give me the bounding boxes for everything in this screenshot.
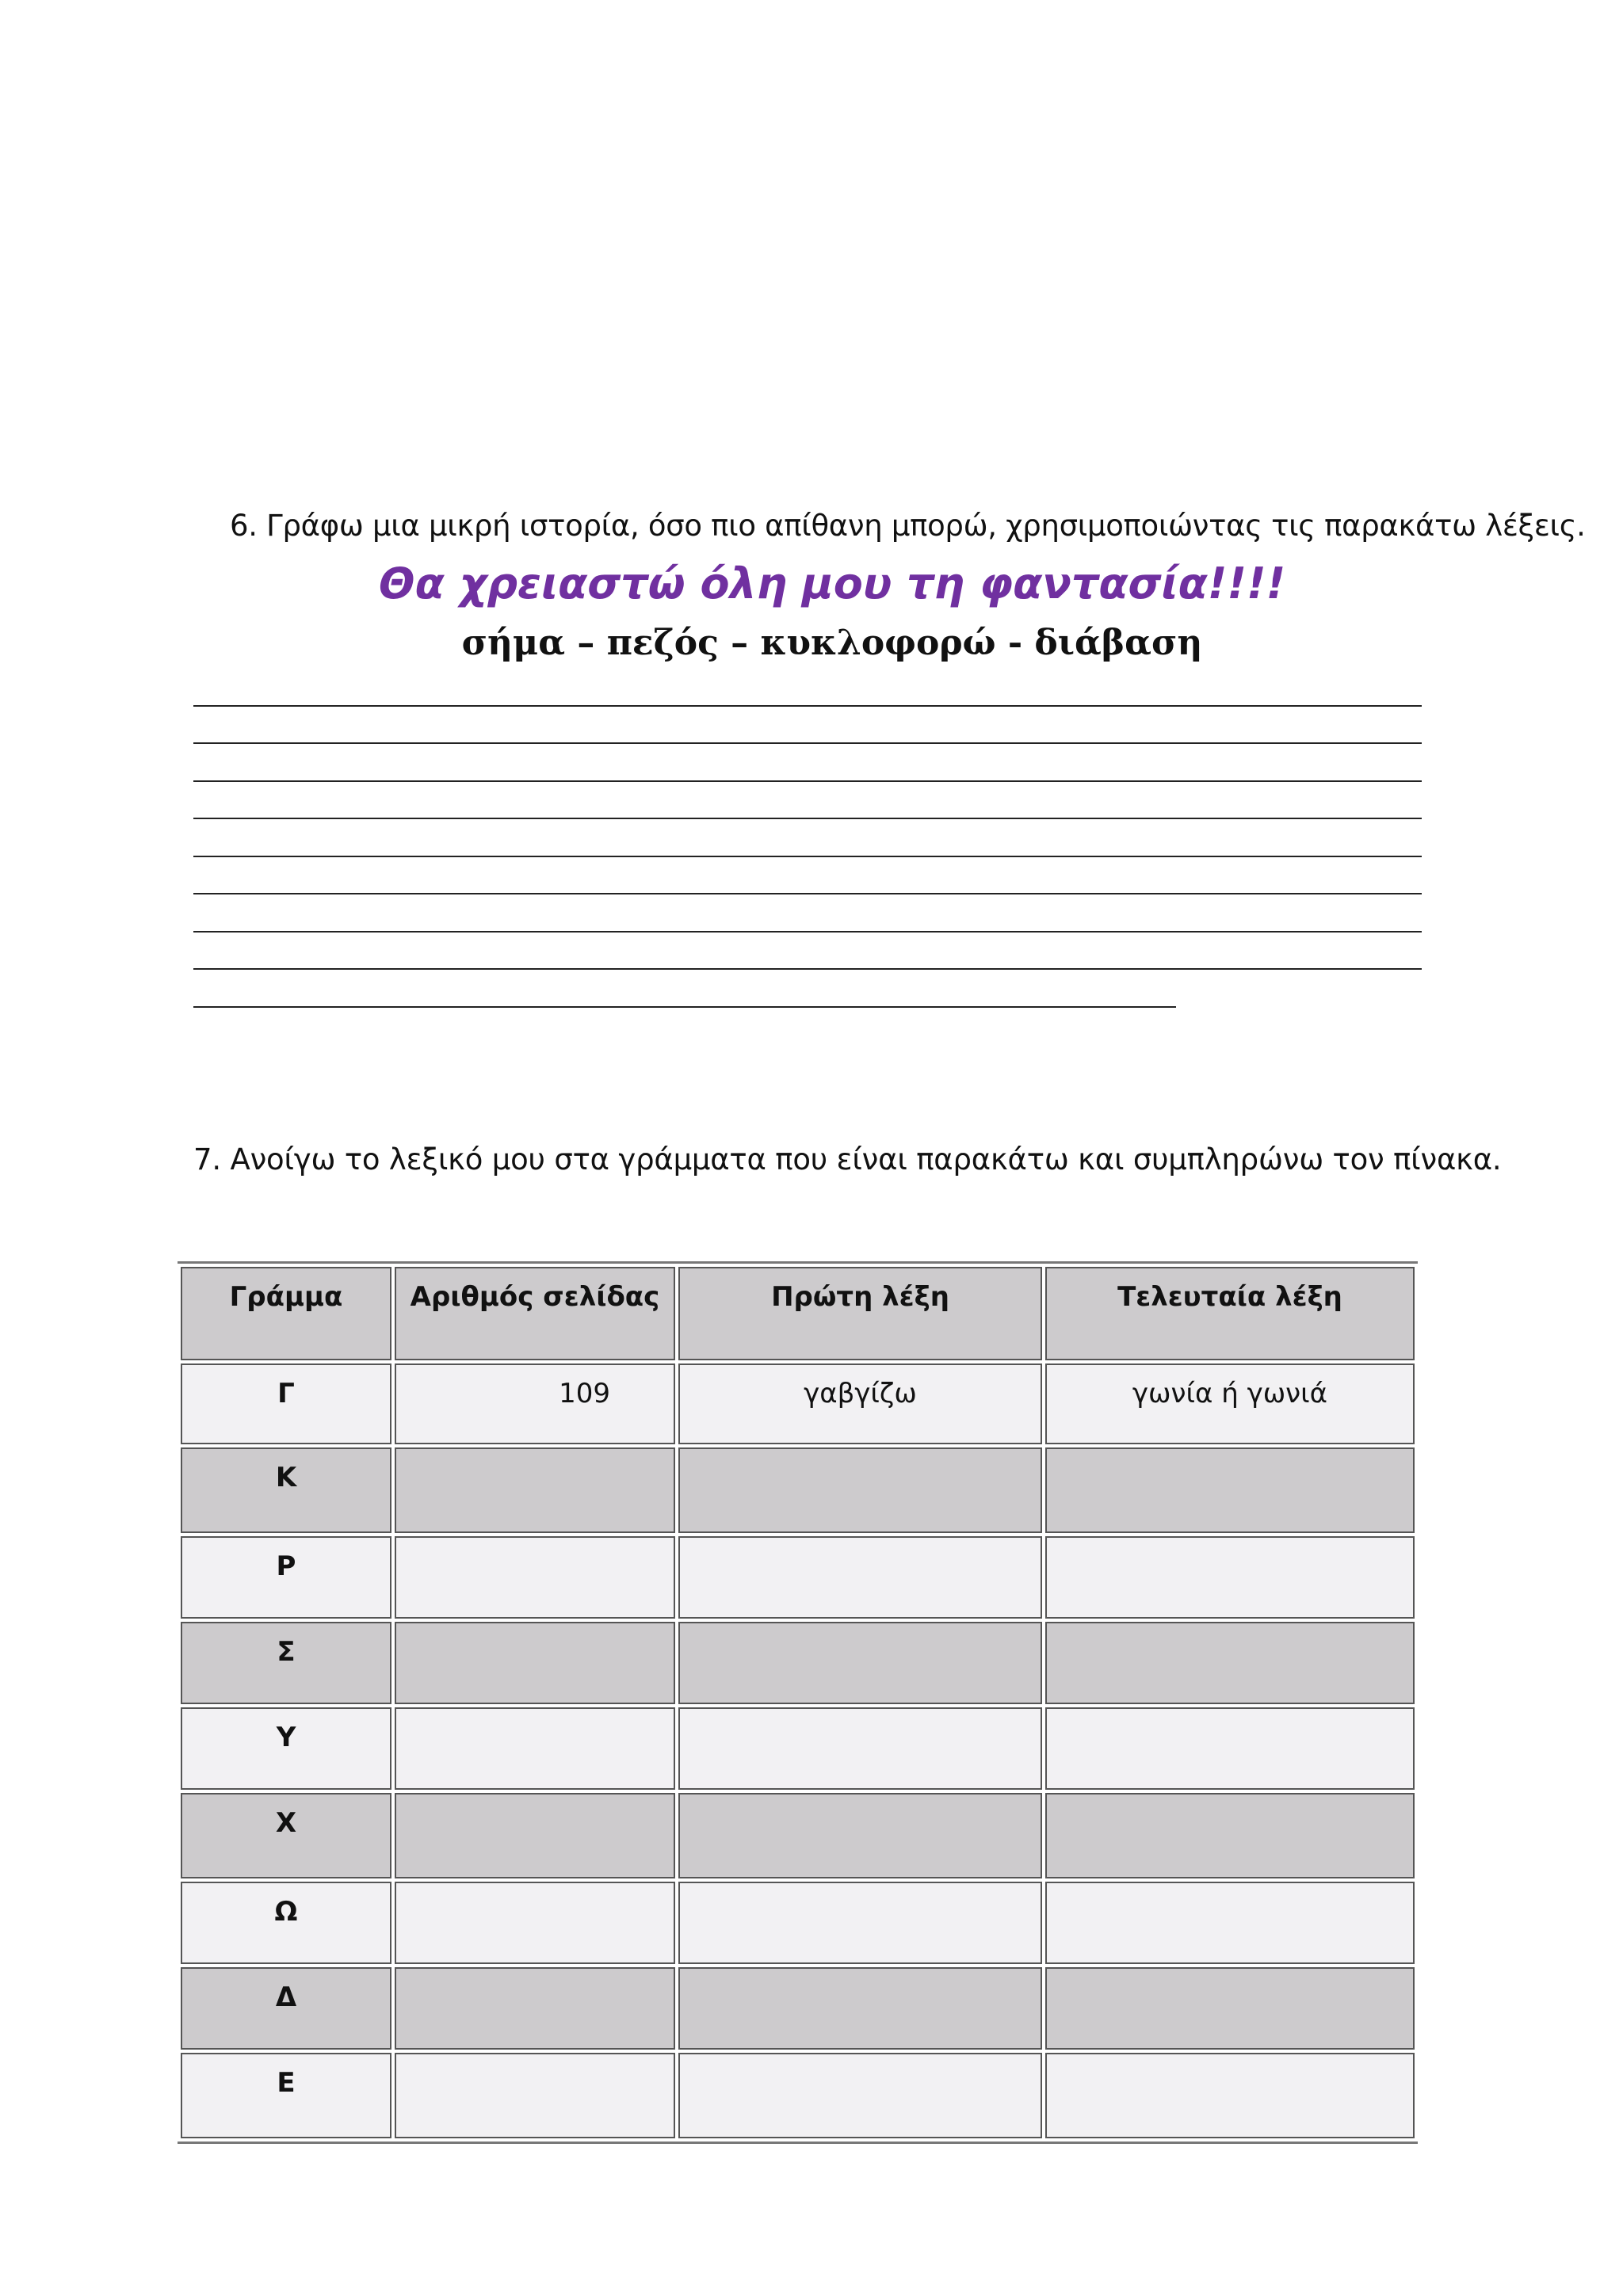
page-number-cell[interactable] bbox=[395, 1793, 675, 1878]
table-row bbox=[181, 1882, 1415, 1964]
header-last-word: Τελευταία λέξη bbox=[1045, 1267, 1415, 1360]
letter-cell: Χ bbox=[181, 1793, 391, 1878]
table-row bbox=[181, 1536, 1415, 1619]
letter-cell: Γ bbox=[181, 1363, 391, 1444]
page-number-cell[interactable] bbox=[395, 1707, 675, 1790]
page-number-cell[interactable]: 109 bbox=[395, 1363, 675, 1444]
table-row bbox=[181, 1363, 1415, 1444]
page-number-cell[interactable] bbox=[395, 1447, 675, 1533]
exercise-7-instruction: 7. Ανοίγω το λεξικό μου στα γράμματα που είναι παρακάτω και συμπληρώνω τον πίνακα. bbox=[193, 1142, 1502, 1177]
last-word-cell[interactable] bbox=[1045, 1882, 1415, 1964]
first-word-cell[interactable] bbox=[678, 1622, 1042, 1704]
table-row bbox=[181, 2053, 1415, 2138]
first-word-cell[interactable] bbox=[678, 1967, 1042, 2050]
table-row bbox=[181, 1707, 1415, 1790]
header-letter: Γράμμα bbox=[181, 1267, 391, 1360]
last-word-cell[interactable] bbox=[1045, 1536, 1415, 1619]
header-first-word: Πρώτη λέξη bbox=[678, 1267, 1042, 1360]
letter-cell: Ω bbox=[181, 1882, 391, 1964]
letter-cell: Κ bbox=[181, 1447, 391, 1533]
table-row bbox=[181, 1447, 1415, 1533]
page-number-cell[interactable] bbox=[395, 1882, 675, 1964]
letter-cell: Ρ bbox=[181, 1536, 391, 1619]
last-word-cell[interactable] bbox=[1045, 2053, 1415, 2138]
first-word-cell[interactable] bbox=[678, 1447, 1042, 1533]
writing-line[interactable] bbox=[193, 780, 1422, 782]
first-word-cell[interactable] bbox=[678, 1707, 1042, 1790]
page-number-cell[interactable] bbox=[395, 1622, 675, 1704]
page-number-cell[interactable] bbox=[395, 1536, 675, 1619]
table-row bbox=[181, 1967, 1415, 2050]
table-header-row bbox=[181, 1267, 1415, 1360]
last-word-cell[interactable] bbox=[1045, 1967, 1415, 2050]
exercise-6-motto: Θα χρειαστώ όλη μου τη φαντασία!!!! bbox=[378, 559, 1286, 608]
last-word-cell[interactable]: γωνία ή γωνιά bbox=[1045, 1363, 1415, 1444]
writing-line[interactable] bbox=[193, 705, 1422, 707]
writing-line[interactable] bbox=[193, 968, 1422, 970]
letter-cell: Ε bbox=[181, 2053, 391, 2138]
writing-line[interactable] bbox=[193, 893, 1422, 894]
page-number-cell[interactable] bbox=[395, 1967, 675, 2050]
last-word-cell[interactable] bbox=[1045, 1793, 1415, 1878]
last-word-cell[interactable] bbox=[1045, 1447, 1415, 1533]
first-word-cell[interactable] bbox=[678, 1536, 1042, 1619]
writing-line[interactable] bbox=[193, 742, 1422, 744]
first-word-cell[interactable] bbox=[678, 1793, 1042, 1878]
last-word-cell[interactable] bbox=[1045, 1707, 1415, 1790]
letter-cell: Σ bbox=[181, 1622, 391, 1704]
table-row bbox=[181, 1793, 1415, 1878]
letter-cell: Υ bbox=[181, 1707, 391, 1790]
first-word-cell[interactable] bbox=[678, 1882, 1042, 1964]
exercise-6-instruction: 6. Γράφω μια μικρή ιστορία, όσο πιο απίθανη μπορώ, χρησιμοποιώντας τις παρακάτω λέξεις. bbox=[230, 509, 1586, 543]
exercise-6-word-list: σήμα – πεζός – κυκλοφορώ - διάβαση bbox=[461, 623, 1203, 663]
first-word-cell[interactable]: γαβγίζω bbox=[678, 1363, 1042, 1444]
first-word-cell[interactable] bbox=[678, 2053, 1042, 2138]
page-number-cell[interactable] bbox=[395, 2053, 675, 2138]
table-row bbox=[181, 1622, 1415, 1704]
header-page-number: Αριθμός σελίδας bbox=[395, 1267, 675, 1360]
letter-cell: Δ bbox=[181, 1967, 391, 2050]
writing-line[interactable] bbox=[193, 931, 1422, 933]
writing-line[interactable] bbox=[193, 818, 1422, 819]
dictionary-table bbox=[178, 1261, 1418, 2144]
writing-line[interactable] bbox=[193, 856, 1422, 857]
last-word-cell[interactable] bbox=[1045, 1622, 1415, 1704]
writing-line[interactable] bbox=[193, 1006, 1176, 1008]
